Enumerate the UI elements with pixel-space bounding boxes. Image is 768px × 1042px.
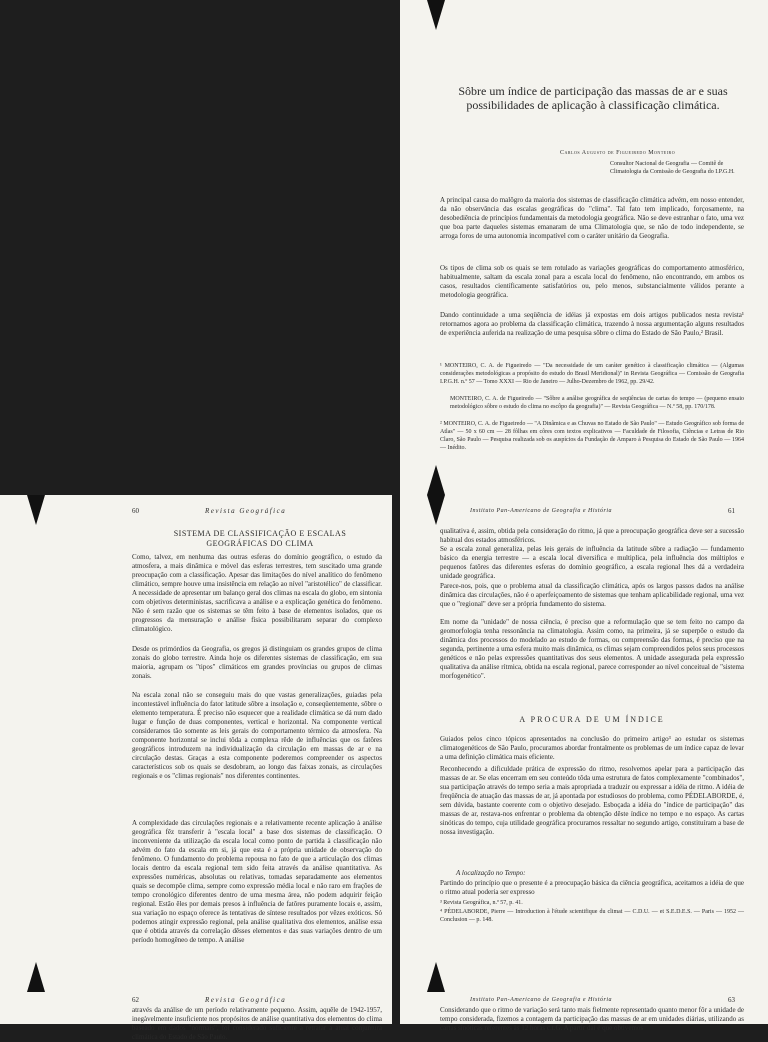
body-paragraph: qualitativa é, assim, obtida pela consideração do ritmo, já que a preocupação geográfica deve ser a sucessão habitual dos estados atmosféricos. — [440, 527, 744, 544]
running-head: Revista Geográfica — [205, 996, 287, 1004]
body-paragraph: Reconhecendo a dificuldade prática de expressão do ritmo, resolvemos apelar para a participação das massas de ar. Se elas encerram em seu conteúdo tôda uma estrutura de fatos complexamente "combinados", sua participação através do tempo seria a mais apropriada a traduzir ou expressar a idéia de ritmo. A idéia de freqüência de atuação das massas de ar, já apontada por estudiosos do problema, como PÉDELABORDE, é, sem dúvida, bastante coerente com o objetivo desejado. Esboçada a idéia do "índice de participação" das massas de ar, restava-nos enfrentar o problema da obtenção dêste índice no tempo e no espaço. As cartas sinóticas do tempo, cuja utilidade geográfica procuramos ressaltar no segundo artigo, constituíram a base de nossa investigação. — [440, 765, 744, 836]
body-paragraph: Se a escala zonal generaliza, pelas leis gerais de influência da latitude sôbre a radiação — fundamento básico da energia terrestre — a escala local diversifica e multiplica, pela influência dos múltiplos e pequenos fatôres das diferentes esferas do domínio geográfico, a escala regional lhes dá a verdadeira unidade geográfica. — [440, 545, 744, 580]
article-title: Sôbre um índice de participação das massas de ar e suas possibilidades de aplicação à classificação climática. — [458, 84, 728, 112]
author-affiliation: Consultor Nacional de Geografia — Comitê de Climatologia da Comissão de Geografia do I.P.G.H. — [610, 161, 735, 175]
fold-marker — [27, 962, 45, 992]
body-paragraph: Partindo do princípio que o presente é a preocupação básica da ciência geográfica, aceitamos a idéia de que o ritmo atual poderia ser expresso — [440, 879, 744, 896]
fold-marker — [427, 465, 445, 495]
page-62 — [0, 992, 392, 1041]
body-paragraph: Parece-nos, pois, que o problema atual da classificação climática, após os largos passos dados na análise dinâmica das circulações, não é o aperfeiçoamento de sistemas que tenham aplicabilidade regional, uma vez que o "regional" deve ser a própria fundamento do sistema. — [440, 582, 744, 608]
body-paragraph: Considerando que o ritmo de variação será tanto mais fielmente representado quanto menor fôr a unidade de tempo considerada, fizemos a contagem da participação das massas de ar em unidades diárias, utilizando as cartas sinóticas referentes às 12 horas c.t.G. A partir daí é que obtivemos — [440, 1006, 744, 1032]
fold-marker — [27, 495, 45, 525]
section-title: A PROCURA DE UM ÍNDICE — [519, 715, 665, 724]
body-paragraph: através da análise de um período relativamente pequeno. Assim, aquêle de 1942-1957, inegàvelmente insuficiente nos propósitos de análise quantitativa dos elementos do clima baseado em dados "normais", foi considerado suficiente a retratar a atual conjuntura climática do Estado de São Paulo. — [132, 1006, 382, 1041]
body-paragraph: Na escala zonal não se conseguiu mais do que vastas generalizações, guiadas pela incontestável influência do fator latitude sôbre a insolação e, conseqüentemente, sôbre o elemento temperatura. É preciso não esquecer que a realidade climática se dá num dado lugar e função de duas componentes, vertical e horizontal. Na componente vertical consideramos tão somente as leis gerais do comportamento térmico da atmosfera. Na componente horizontal se inclui tôda a complexa rêde de influências que os fatôres geográficos introduzem na individualização da circulação em massas de ar e na circulação destas. Graças a esta componente poderemos compreender os aspectos característicos sob os quais se desdobram, ao longo das faixas zonais, as circulações regionais e os "climas regionais" nos diferentes continentes. — [132, 691, 382, 780]
page-61 — [400, 495, 768, 992]
body-paragraph: A complexidade das circulações regionais e a relativamente recente aplicação à análise geográfica fêz transferir à "escala local" a base dos sistemas de classificação. O inconveniente da utilização da escala local como ponto de partida à classificação não advém do fato da escala em si, já que esta é a própria unidade de observação do fenômeno. O fundamento do problema repousa no fato de que a articulação dos climas locais dentro da escala regional tem sido feita através da análise quantitativa. As expressões numéricas, absolutas ou relativas, tomadas separadamente aos elementos quais se decompõe clima, sempre como expressão média local e não raro em frações de tempo cronológico diferentes dentro de uma mesma área, não podem adquirir feição regional. Estão êles por demais presos à influência de fatôres puramente locais e, assim, sua variação no espaço oferece às tentativas de síntese resultados por vêzes exóticos. Só podemos atingir expressão regional, pela análise qualitativa dos elementos, análise essa que é obtida através da correlação dêsses elementos e das suas variações dentro de um período homogêneo de tempo. A análise — [132, 819, 382, 944]
page-63 — [400, 992, 768, 1032]
article-author: Carlos Augusto de Figueiredo Monteiro — [560, 150, 676, 156]
page-article-opening — [400, 0, 768, 495]
page-number: 62 — [132, 996, 139, 1004]
page-60 — [0, 495, 392, 992]
fold-marker — [427, 0, 445, 30]
running-head: Revista Geográfica — [205, 507, 287, 515]
running-head: Instituto Pan-Americano de Geografia e História — [470, 508, 612, 514]
fold-marker — [427, 495, 445, 525]
footnote: ³ Revista Geográfica, n.º 57, p. 41. — [440, 900, 523, 906]
body-paragraph: Como, talvez, em nenhuma das outras esferas do domínio geográfico, o estudo da atmosfera, a mais dinâmica e móvel das esferas terrestres, tem suscitado uma grande preocupação com a classificação. Apesar das limitações do nível analítico do fenômeno climático, sempre houve uma insistência em relação ao nível "aristotélico" de classificar. A necessidade de apresentar um balanço geral dos climas na escala do globo, em sintonia com objetivos deterministas, sacrificava a análise e a explicação genética do fenômeno. Não é sem razão que os sistemas se têm feito à base de elementos isolados, que os progressos da mensuração e análise física possibilitaram separar do complexo climatológico. — [132, 553, 382, 633]
body-paragraph: Guiados pelos cinco tópicos apresentados na conclusão do primeiro artigo³ ao estudar os sistemas climatogenéticos de São Paulo, procuramos abordar frontalmente os problemas de um índice capaz de levar a uma definição climática mais eficiente. — [440, 735, 744, 761]
subheading: A localização no Tempo: — [456, 869, 526, 877]
running-head: Instituto Pan-Americano de Geografia e História — [470, 997, 612, 1003]
page-number: 61 — [728, 507, 735, 515]
footnote: ⁴ PÉDELABORDE, Pierre — Introduction à l'étude scientifique du climat — C.D.U. — et S.E.D.E.S. — Paris — 1952 — Conclusion — p. 148. — [440, 909, 744, 923]
page-number: 63 — [728, 996, 735, 1004]
footnote: MONTEIRO, C. A. de Figueiredo — "Sôbre a análise geográfica de seqüências de cartas do tempo — (pequeno ensaio metodológico sôbre o estudo do clima no escôpo da geografia)" — Revista Geográfica — N.º 58, pp. 170/178. — [450, 396, 744, 410]
fold-marker — [427, 962, 445, 992]
article-paragraph: Dando continuidade a uma seqüência de idéias já expostas em dois artigos publicados nesta revista¹ retornamos agora ao problema da classificação climática, trazendo à nossa argumentação alguns resultados de experiência auferida na realização de uma pesquisa sôbre o clima do Estado de São Paulo,² Brasil. — [440, 311, 744, 337]
section-title: SISTEMA DE CLASSIFICAÇÃO E ESCALAS GEOGRÁFICAS DO CLIMA — [173, 529, 347, 548]
footnote: ¹ MONTEIRO, C. A. de Figueiredo — "Da necessidade de um caráter genético à classificação climática — (Algumas considerações metodológicas a propósito do estudo do Brasil Meridional)" in Revista Geográfica — Comissão de Geografia I.P.G.H. n.º 57 — Tomo XXXI — Rio de Janeiro — Julho-Dezembro de 1962, pp. 29/42. — [440, 363, 744, 385]
body-paragraph: Em nome da "unidade" de nossa ciência, é preciso que a reformulação que se tem feito no campo da geomorfologia tenha ressonância na climatologia. Assim como, na primeira, já se superpõe o estudo da dinâmica dos processos do modelado ao estudo de formas, ou compreensão das formas, é preciso que na segunda, pertinente a uma esfera muito mais dinâmica, os climas sejam compreendidos pelos seus processos genéticos e não pelas expressões quantitativas dos seus elementos. A unidade assegurada pela expressão qualitativa da análise rítmica, obtida na escala regional, parece corresponder ao nível conceitual de "sistema morfogenético". — [440, 618, 744, 680]
body-paragraph: Desde os primórdios da Geografia, os gregos já distinguiam os grandes grupos de clima zonais do globo terrestre. Ainda hoje os diferentes sistemas de classificação, em sua maioria, agrupam os "tipos" climáticos em grandes províncias ou grupos de climas zonais. — [132, 645, 382, 680]
article-paragraph: A principal causa do malôgro da maioria dos sistemas de classificação climática advém, em nosso entender, da não observância das escalas geográficas do "clima". Tal fato tem implicado, forçosamente, na desobediência de princípios fundamentais da metodologia geográfica. Não se deve estranhar o fato, uma vez que boa parte daqueles sistemas emanaram de uma Climatologia que, se não de todo independente, se arroga foros de uma autonomia incompatível com o caráter unitário da Geografia. — [440, 196, 744, 240]
footnote: ² MONTEIRO, C. A. de Figueiredo — "A Dinâmica e as Chuvas no Estado de São Paulo" — Estudo Geográfico sob forma de Atlas" — 50 x 60 cm — 28 fôlhas em côres com textos explicativos — Faculdade de Filosofia, Ciências e Letras de Rio Claro, São Paulo — Pesquisa realizada sob os auspícios da Fundação de Amparo à Pesquisa do Estado de São Paulo — 1964 — Inédito. — [440, 421, 744, 451]
article-paragraph: Os tipos de clima sob os quais se tem rotulado as variações geográficas do comportamento atmosférico, habitualmente, saltam da escala zonal para a escala local do fenômeno, não encontrando, em ambos os casos, resultados científicamente satisfatórios ou, pelo menos, substancialmente válidos perante a metodologia geográfica. — [440, 264, 744, 299]
page-number: 60 — [132, 507, 139, 515]
